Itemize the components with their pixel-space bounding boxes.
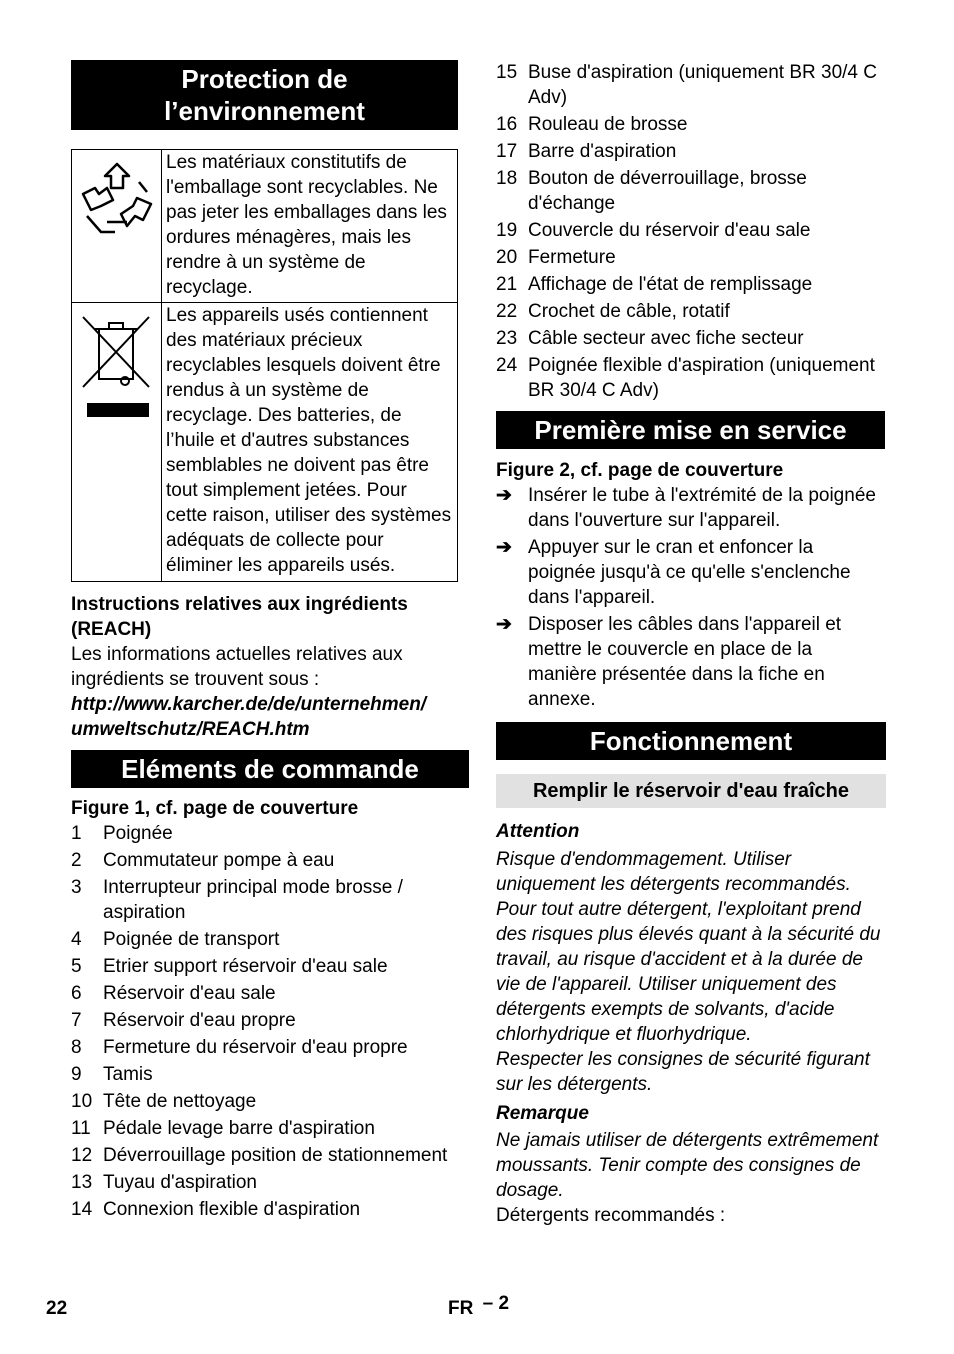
step-item — [496, 483, 886, 533]
env-text-disposal: Les appareils usés contiennent des matériaux précieux recyclables lesquels doivent être rendus à un système de recyclage. Des batteries, de l’huile et d'autres substances semblables ne doivent pas être tout simplement jetées. Pour cette raison, utiliser des systèmes adéquats de collecte pour éliminer les appareils usés. — [162, 303, 458, 582]
attention-label: Attention — [496, 821, 580, 842]
controls-list-left — [71, 821, 469, 1222]
list-item-number: 4 — [71, 929, 82, 950]
list-item-label: Poignée flexible d'aspiration (uniquement BR 30/4 C Adv) — [528, 355, 875, 401]
list-item — [71, 1170, 469, 1195]
list-item-label: Tuyau d'aspiration — [103, 1172, 257, 1193]
step-item — [496, 612, 886, 712]
reach-heading: Instructions relatives aux ingrédients (REACH) — [71, 594, 408, 640]
list-item-label: Câble secteur avec fiche secteur — [528, 328, 804, 349]
list-item — [496, 166, 886, 216]
list-item-number: 16 — [496, 114, 518, 135]
crossed-out-bin-icon — [77, 311, 157, 421]
list-item-number: 8 — [71, 1037, 82, 1058]
list-item-label: Bouton de déverrouillage, brosse d'échange — [528, 168, 807, 214]
list-item — [71, 927, 469, 952]
env-row-recycling — [72, 150, 458, 303]
list-item-number: 2 — [71, 850, 82, 871]
list-item-number: 7 — [71, 1010, 82, 1031]
recycling-icon — [77, 158, 157, 238]
list-item-label: Pédale levage barre d'aspiration — [103, 1118, 375, 1139]
list-item — [496, 218, 886, 243]
list-item-number: 10 — [71, 1091, 93, 1112]
list-item — [496, 353, 886, 403]
first-use-heading: Première mise en service — [496, 411, 885, 449]
list-item-label: Fermeture — [528, 247, 616, 268]
env-icon-cell — [72, 150, 162, 303]
list-item-label: Crochet de câble, rotatif — [528, 301, 730, 322]
controls-figure-ref: Figure 1, cf. page de couverture — [71, 798, 359, 819]
list-item — [71, 1089, 469, 1114]
language-code: FR — [448, 1298, 474, 1319]
list-item-label: Rouleau de brosse — [528, 114, 688, 135]
list-item-number: 14 — [71, 1199, 93, 1220]
list-item-number: 23 — [496, 328, 518, 349]
step-text: Insérer le tube à l'extrémité de la poignée dans l'ouverture sur l'appareil. — [528, 485, 876, 531]
list-item-label: Tête de nettoyage — [103, 1091, 257, 1112]
page-number: 22 — [46, 1298, 68, 1319]
operation-heading: Fonctionnement — [496, 722, 886, 760]
list-item — [71, 821, 469, 846]
right-column — [496, 60, 886, 1228]
list-item — [496, 60, 886, 110]
list-item-number: 11 — [71, 1118, 91, 1139]
env-icon-cell-2 — [72, 303, 162, 582]
env-heading-line1: Protection de — [181, 64, 348, 94]
list-item-label: Réservoir d'eau propre — [103, 1010, 296, 1031]
list-item-number: 12 — [71, 1145, 93, 1166]
list-item-label: Poignée de transport — [103, 929, 280, 950]
controls-heading: Eléments de commande — [71, 750, 469, 788]
sub-page: – 2 — [482, 1293, 510, 1314]
list-item-number: 18 — [496, 168, 518, 189]
reach-link-2[interactable]: umweltschutz/REACH.htm — [71, 719, 310, 740]
reach-link-1[interactable]: http://www.karcher.de/de/unternehmen/ — [71, 694, 427, 715]
list-item — [496, 326, 886, 351]
list-item-number: 6 — [71, 983, 82, 1004]
first-use-steps — [496, 483, 886, 712]
left-column — [71, 60, 469, 1224]
env-row-disposal — [72, 303, 458, 582]
list-item — [496, 299, 886, 324]
arrow-right-icon: ➔ — [496, 614, 512, 635]
list-item-label: Buse d'aspiration (uniquement BR 30/4 C Adv) — [528, 62, 877, 108]
list-item-number: 21 — [496, 274, 518, 295]
reach-text: Les informations actuelles relatives aux ingrédients se trouvent sous : — [71, 644, 403, 690]
list-item-label: Couvercle du réservoir d'eau sale — [528, 220, 811, 241]
list-item-label: Etrier support réservoir d'eau sale — [103, 956, 388, 977]
list-item-number: 3 — [71, 877, 82, 898]
list-item-label: Commutateur pompe à eau — [103, 850, 335, 871]
list-item — [71, 1035, 469, 1060]
arrow-right-icon: ➔ — [496, 485, 512, 506]
env-heading — [71, 60, 458, 130]
first-use-figure-ref: Figure 2, cf. page de couverture — [496, 460, 784, 481]
list-item-label: Affichage de l'état de remplissage — [528, 274, 813, 295]
env-text-recycling: Les matériaux constitutifs de l'emballage sont recyclables. Ne pas jeter les emballages dans les ordures ménagères, mais les rendre à un système de recyclage. — [162, 150, 458, 303]
list-item — [496, 272, 886, 297]
list-item-number: 9 — [71, 1064, 82, 1085]
list-item — [496, 112, 886, 137]
attention-text-2: Respecter les consignes de sécurité figurant sur les détergents. — [496, 1049, 870, 1095]
list-item-label: Connexion flexible d'aspiration — [103, 1199, 361, 1220]
list-item-number: 13 — [71, 1172, 93, 1193]
list-item — [71, 1116, 469, 1141]
list-item-number: 5 — [71, 956, 82, 977]
note-text: Ne jamais utiliser de détergents extrêmement moussants. Tenir compte des consignes de dosage. — [496, 1130, 879, 1201]
fill-heading: Remplir le réservoir d'eau fraîche — [496, 774, 886, 808]
note-label: Remarque — [496, 1103, 589, 1124]
step-text: Appuyer sur le cran et enfoncer la poignée jusqu'à ce qu'elle s'enclenche dans l'appareil. — [528, 537, 851, 608]
list-item — [71, 1197, 469, 1222]
list-item — [71, 981, 469, 1006]
page-language — [448, 1293, 510, 1320]
list-item-label: Déverrouillage position de stationnement — [103, 1145, 448, 1166]
list-item — [496, 139, 886, 164]
list-item-label: Barre d'aspiration — [528, 141, 677, 162]
list-item-number: 15 — [496, 62, 518, 83]
controls-list-right — [496, 60, 886, 403]
env-heading-line2: l’environnement — [164, 96, 365, 126]
list-item — [71, 875, 469, 925]
list-item — [71, 1062, 469, 1087]
list-item — [496, 245, 886, 270]
detergents-label: Détergents recommandés : — [496, 1205, 726, 1226]
list-item-label: Fermeture du réservoir d'eau propre — [103, 1037, 408, 1058]
list-item — [71, 1008, 469, 1033]
arrow-right-icon: ➔ — [496, 537, 512, 558]
list-item — [71, 1143, 469, 1168]
list-item-number: 1 — [71, 823, 82, 844]
list-item — [71, 954, 469, 979]
list-item-label: Interrupteur principal mode brosse / aspiration — [103, 877, 403, 923]
list-item-number: 17 — [496, 141, 518, 162]
step-item — [496, 535, 886, 610]
list-item-label: Tamis — [103, 1064, 153, 1085]
list-item-number: 19 — [496, 220, 518, 241]
list-item-number: 24 — [496, 355, 518, 376]
attention-text: Risque d'endommagement. Utiliser uniquement les détergents recommandés. Pour tout autre détergent, l'exploitant prend des risques plus élevés quant à la sécurité du travail, au risque d'accident et à la durée de vie de l'appareil. Utiliser uniquement des détergents exempts de solvants, d'acide chlorhydrique et fluorhydrique. — [496, 849, 881, 1045]
list-item-number: 20 — [496, 247, 518, 268]
list-item — [71, 848, 469, 873]
list-item-label: Réservoir d'eau sale — [103, 983, 276, 1004]
list-item-number: 22 — [496, 301, 518, 322]
step-text: Disposer les câbles dans l'appareil et mettre le couvercle en place de la manière présentée dans la fiche en annexe. — [528, 614, 842, 710]
list-item-label: Poignée — [103, 823, 173, 844]
env-table — [71, 149, 458, 582]
